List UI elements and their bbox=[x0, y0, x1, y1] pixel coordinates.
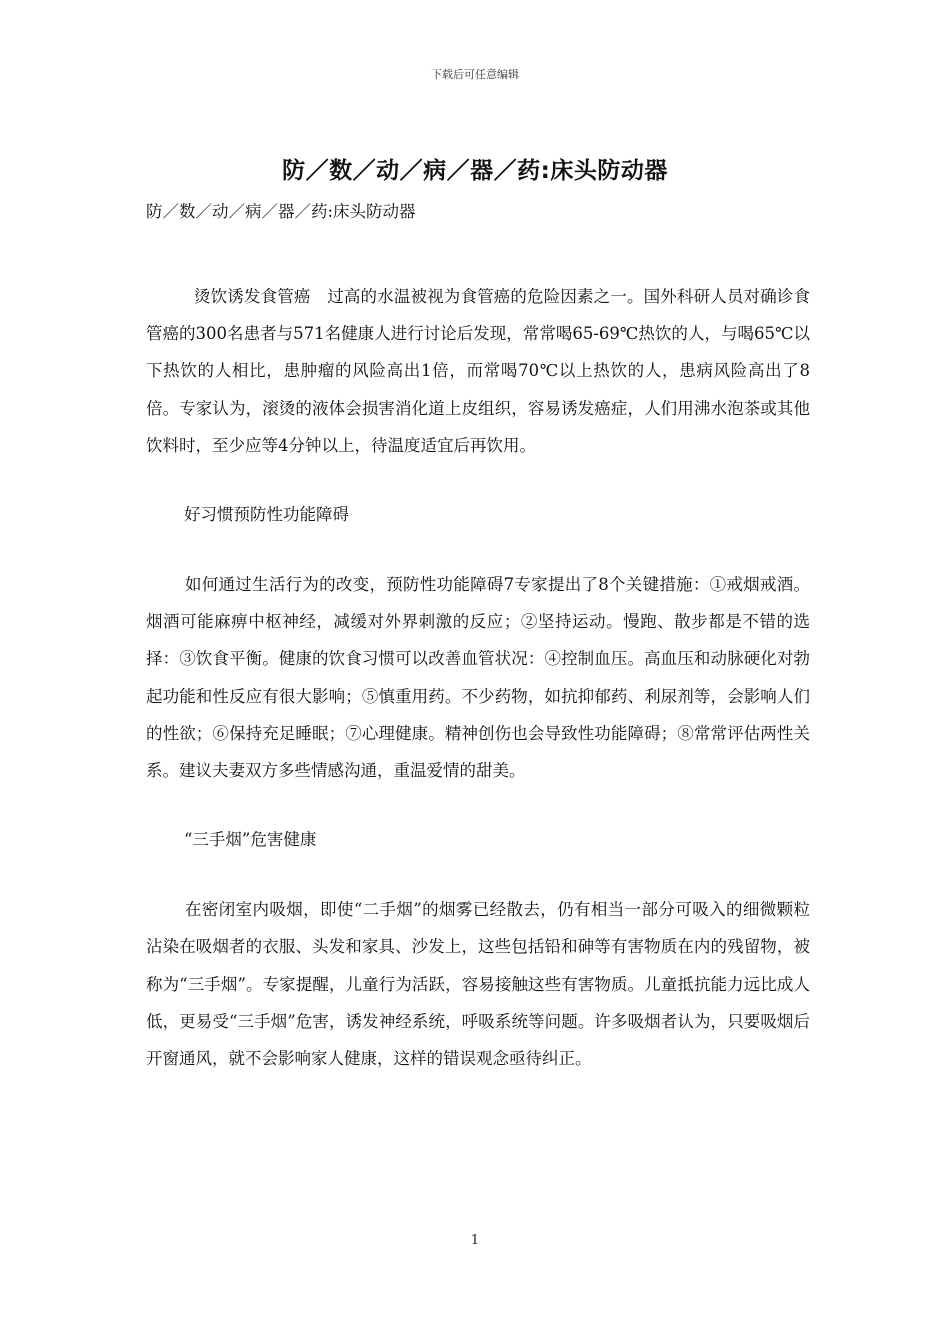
document-subtitle: 防／数／动／病／器／药:床头防动器 bbox=[146, 202, 416, 221]
paragraph-hot-drinks: 烫饮诱发食管癌 过高的水温被视为食管癌的危险因素之一。国外科研人员对确诊食管癌的300名患者与571名健康人进行讨论后发现，常常喝65-69℃热饮的人，与喝65℃以下热饮的人相比，患肿瘤的风险高出1倍，而常喝70℃以上热饮的人，患病风险高出了8倍。专家认为，滚烫的液体会损害消化道上皮组织，容易诱发癌症，人们用沸水泡茶或其他饮料时，至少应等4分钟以上，待温度适宜后再饮用。 bbox=[146, 287, 810, 455]
paragraph-thirdhand-smoke: 在密闭室内吸烟，即使“二手烟”的烟雾已经散去，仍有相当一部分可吸入的细微颗粒沾染在吸烟者的衣服、头发和家具、沙发上，这些包括铅和砷等有害物质在内的残留物，被称为“三手烟”。专家提醒，儿童行为活跃，容易接触这些有害物质。儿童抵抗能力远比成人低，更易受“三手烟”危害，诱发神经系统，呼吸系统等问题。许多吸烟者认为，只要吸烟后开窗通风，就不会影响家人健康，这样的错误观念亟待纠正。 bbox=[146, 900, 810, 1069]
document-body bbox=[146, 198, 810, 1077]
section-heading-habits: 好习惯预防性功能障碍 bbox=[184, 505, 349, 525]
page-header-note: 下载后可任意编辑 bbox=[431, 68, 519, 81]
page-number: 1 bbox=[470, 1233, 480, 1248]
document-title: 防／数／动／病／器／药:床头防动器 bbox=[282, 158, 668, 184]
paragraph-habits: 如何通过生活行为的改变，预防性功能障碍7专家提出了8个关键措施：①戒烟戒酒。烟酒可能麻痹中枢神经，减缓对外界刺激的反应；②坚持运动。慢跑、散步都是不错的选择：③饮食平衡。健康的饮食习惯可以改善血管状况：④控制血压。高血压和动脉硬化对勃起功能和性反应有很大影响；⑤慎重用药。不少药物，如抗抑郁药、利尿剂等，会影响人们的性欲；⑥保持充足睡眠；⑦心理健康。精神创伤也会导致性功能障碍；⑧常常评估两性关系。建议夫妻双方多些情感沟通，重温爱情的甜美。 bbox=[146, 575, 810, 781]
section-heading-thirdhand-smoke: “三手烟”危害健康 bbox=[184, 830, 317, 850]
